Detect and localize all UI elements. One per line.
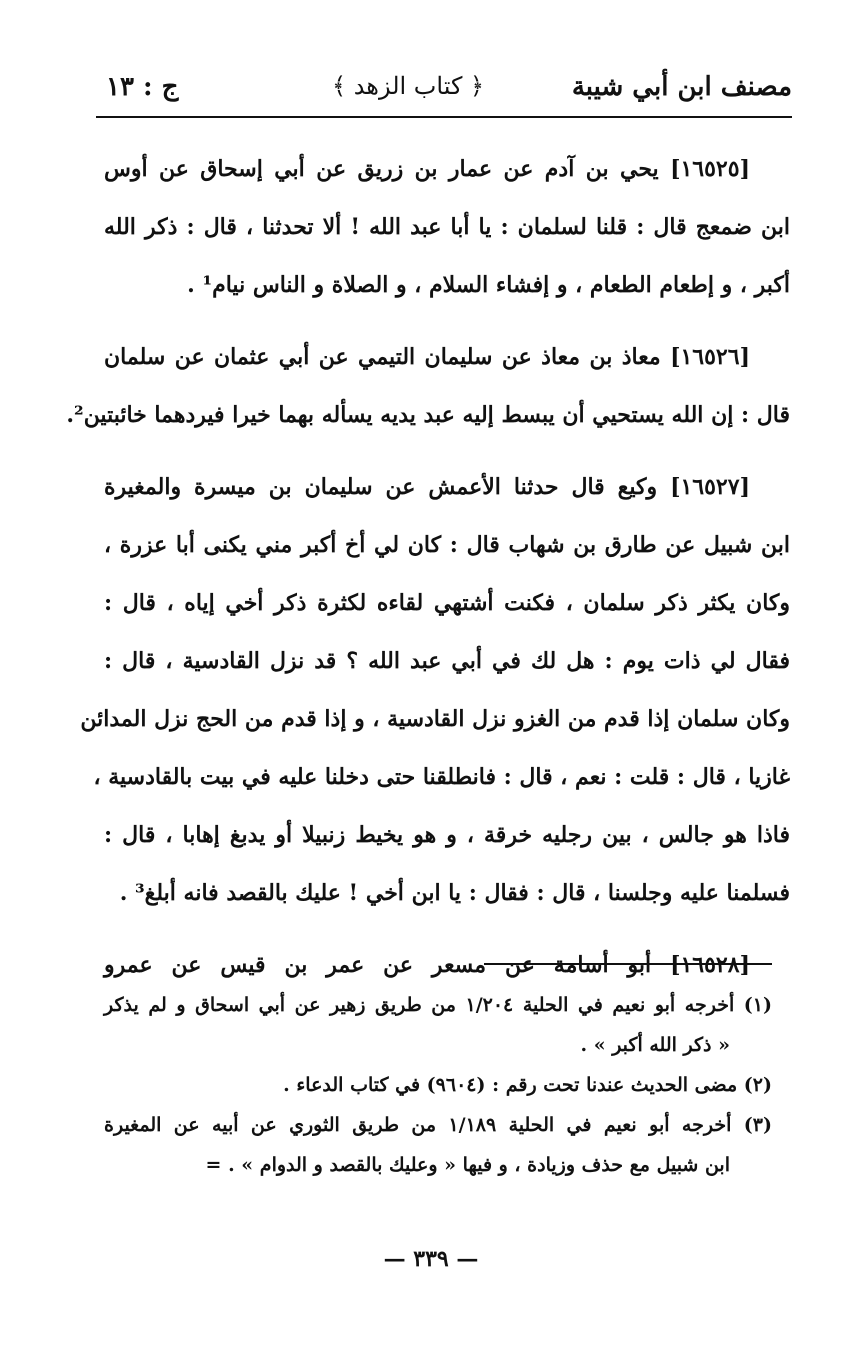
text-line: غازيا ، قال : قلت : نعم ، قال : فانطلقنا حتى دخلنا عليه في بيت بالقادسية ، [93,764,790,790]
footnote-line: « ذكر الله أكبر » . [580,1034,730,1056]
text-line: وكان سلمان إذا قدم من الغزو نزل القادسية ، و إذا قدم من الحج نزل المدائن [80,706,790,732]
hadith-entry [104,140,790,314]
book-title: مصنف ابن أبي شيبة [571,72,792,102]
header-rule [96,116,792,118]
footnotes [104,985,772,1185]
page-number: — ٣٣٩ — [383,1246,479,1272]
footnote-line: (٢) مضى الحديث عندنا تحت رقم : (٩٦٠٤) في كتاب الدعاء . [283,1074,772,1096]
text-line: فسلمنا عليه وجلسنا ، قال : فقال : يا ابن أخي ! عليك بالقصد فانه أبلغ³ . [119,880,790,906]
text-line: ابن شبيل عن طارق بن شهاب قال : كان لي أخ أكبر مني يكنى أبا عزرة ، [104,532,790,558]
text-line: فاذا هو جالس ، بين رجليه خرقة ، و هو يخيط زنبيلا أو يدبغ إهابا ، قال : [104,822,790,848]
footnote-2 [104,1065,772,1105]
running-header [96,66,792,116]
text-line: وكان يكثر ذكر سلمان ، فكنت أشتهي لقاءه لكثرة ذكر أخي إياه ، قال : [104,590,790,616]
footnote-separator [484,963,772,965]
footnote-1 [104,985,772,1065]
text-line: [١٦٥٢٦] معاذ بن معاذ عن سليمان التيمي عن أبي عثمان عن سلمان [104,344,750,370]
text-line: ابن ضمعج قال : قلنا لسلمان : يا أبا عبد الله ! ألا تحدثنا ، قال : ذكر الله [104,214,790,240]
hadith-entry [80,458,790,922]
footnote-line: (١) أخرجه أبو نعيم في الحلية ١/٢٠٤ من طريق زهير عن أبي اسحاق و لم يذكر [104,994,772,1016]
text-line: [١٦٥٢٧] وكيع قال حدثنا الأعمش عن سليمان بن ميسرة والمغيرة [104,474,750,500]
text-line: أكبر ، و إطعام الطعام ، و إفشاء السلام ، و الصلاة و الناس نيام¹ . [187,272,790,298]
chapter-title: ﴿ كتاب الزهد ﴾ [332,72,485,100]
text-line: قال : إن الله يستحيي أن يبسط إليه عبد يديه يسأله بهما خيرا فيردهما خائبتين². [66,402,790,428]
text-line: [١٦٥٢٨] أبو أسامة عن مسعر عن عمر بن قيس عن عمرو [104,952,750,978]
volume-number: ج : ١٣ [106,72,179,102]
hadith-entry [66,328,790,444]
footnote-line: (٣) أخرجه أبو نعيم في الحلية ١/١٨٩ من طريق الثوري عن أبيه عن المغيرة [104,1114,772,1136]
footnote-3 [104,1105,772,1185]
text-line: فقال لي ذات يوم : هل لك في أبي عبد الله ؟ قد نزل القادسية ، قال : [104,648,790,674]
footnote-line: ابن شبيل مع حذف وزيادة ، و فيها « وعليك بالقصد و الدوام » . = [205,1154,730,1176]
main-text [66,140,790,1008]
text-line: [١٦٥٢٥] يحي بن آدم عن عمار بن زريق عن أبي إسحاق عن أوس [104,156,750,182]
